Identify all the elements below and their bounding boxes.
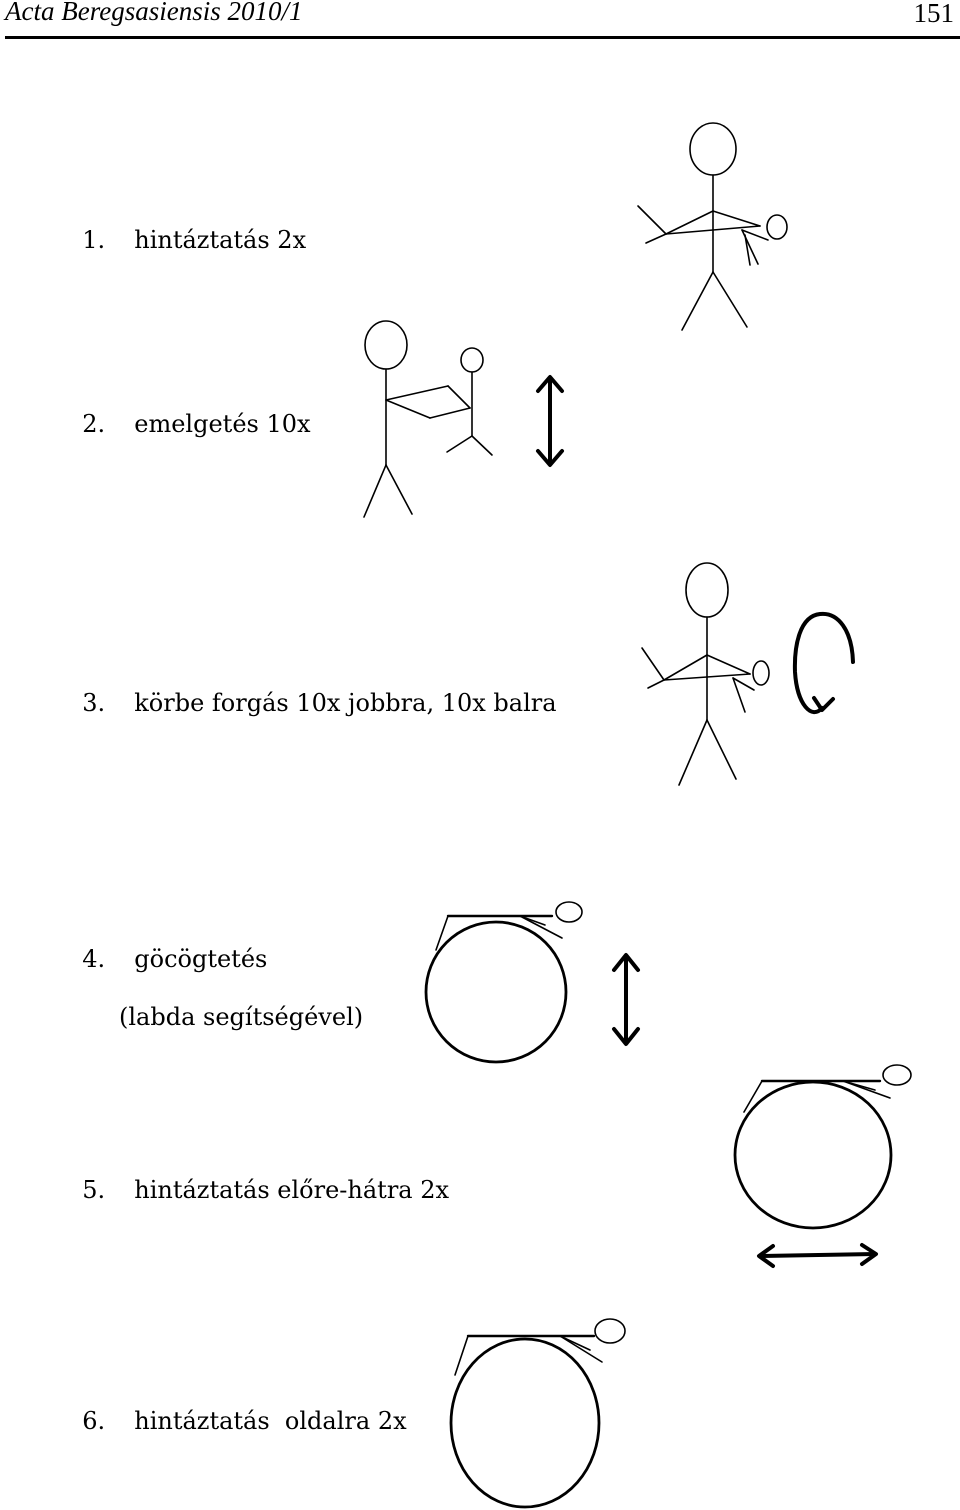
- journal-title: Acta Beregsasiensis 2010/1: [5, 0, 303, 26]
- exercise-number: 1.: [82, 226, 106, 254]
- exercise-number: 3.: [82, 689, 106, 717]
- horizontal-double-arrow-icon: [759, 1245, 876, 1266]
- figure-2-person-lifting-baby: [364, 321, 492, 517]
- vertical-double-arrow-icon: [614, 955, 638, 1044]
- figure-6-baby-on-ball: [451, 1319, 625, 1507]
- figure-5-baby-on-ball: [735, 1065, 911, 1228]
- vertical-double-arrow-icon: [538, 377, 562, 465]
- exercise-number: 5.: [82, 1176, 106, 1204]
- exercise-number: 6.: [82, 1407, 106, 1435]
- exercise-text: hintáztatás oldalra 2x: [134, 1407, 407, 1435]
- exercise-text: hintáztatás előre-hátra 2x: [134, 1176, 450, 1204]
- figure-3-person-spinning-baby: [642, 563, 769, 785]
- rotation-arrow-icon: [795, 614, 853, 712]
- exercise-text: göcögtetés: [134, 945, 268, 973]
- exercise-number: 2.: [82, 410, 106, 438]
- exercise-number: 4.: [82, 945, 106, 973]
- figure-1-person-holding-baby: [638, 123, 787, 330]
- exercise-text: emelgetés 10x: [134, 410, 311, 438]
- exercise-subtext: (labda segítségével): [119, 1003, 364, 1031]
- exercise-text: hintáztatás 2x: [134, 226, 307, 254]
- exercise-text: körbe forgás 10x jobbra, 10x balra: [134, 689, 557, 717]
- page-number: 151: [913, 0, 954, 28]
- figure-4-baby-on-ball: [426, 902, 582, 1062]
